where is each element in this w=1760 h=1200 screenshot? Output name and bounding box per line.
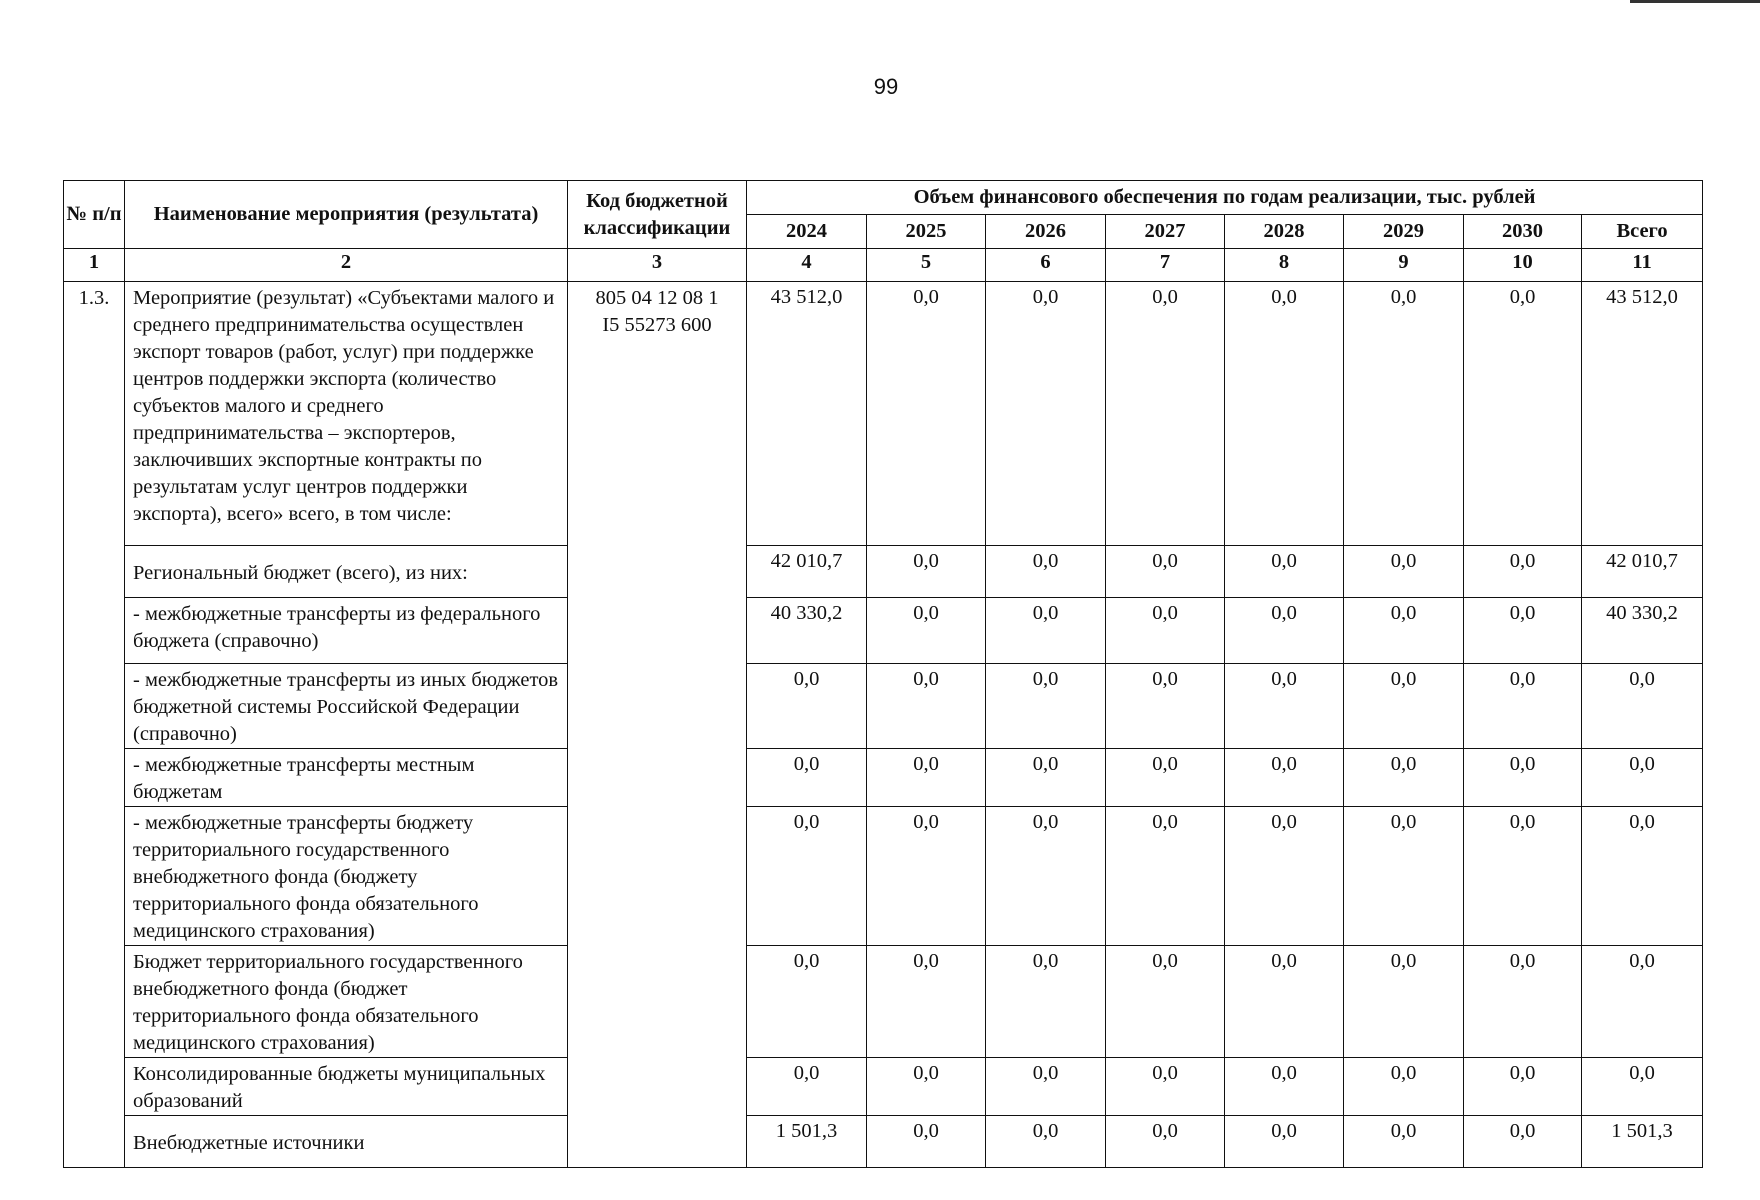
budget-code-line: I5 55273 600 [602, 314, 712, 336]
row-year-value: 0,0 [1225, 807, 1344, 946]
row-label: Консолидированные бюджеты муниципальных образований [125, 1058, 568, 1116]
header-year: 2024 [747, 215, 867, 249]
row-label: - межбюджетные трансферты из иных бюджетов бюджетной системы Российской Федерации (справочно) [125, 664, 568, 749]
row-year-value: 0,0 [867, 664, 986, 749]
row-year-value: 0,0 [1464, 1058, 1582, 1116]
row-year-value: 0,0 [1225, 546, 1344, 598]
row-year-value: 0,0 [867, 598, 986, 664]
column-number: 6 [986, 249, 1106, 282]
row-year-value: 0,0 [1106, 282, 1225, 546]
column-number: 3 [568, 249, 747, 282]
row-year-value: 43 512,0 [747, 282, 867, 546]
row-year-value: 0,0 [1106, 946, 1225, 1058]
row-year-value: 0,0 [986, 598, 1106, 664]
row-total-value: 1 501,3 [1582, 1116, 1703, 1168]
row-total-value: 0,0 [1582, 749, 1703, 807]
table-row [64, 946, 1703, 1058]
row-year-value: 0,0 [867, 282, 986, 546]
column-number: 4 [747, 249, 867, 282]
budget-code-line: 805 04 12 08 1 [595, 287, 719, 309]
row-year-value: 0,0 [1106, 1116, 1225, 1168]
row-year-value: 0,0 [1344, 1058, 1464, 1116]
row-year-value: 0,0 [1464, 1116, 1582, 1168]
row-year-value: 0,0 [867, 807, 986, 946]
header-year: 2026 [986, 215, 1106, 249]
header-year: 2029 [1344, 215, 1464, 249]
row-label: - межбюджетные трансферты из федерального бюджета (справочно) [125, 598, 568, 664]
row-year-value: 0,0 [986, 664, 1106, 749]
row-year-value: 0,0 [1106, 807, 1225, 946]
column-number: 2 [125, 249, 568, 282]
row-year-value: 0,0 [1106, 598, 1225, 664]
header-code: Код бюджетной классификации [568, 181, 747, 249]
row-year-value: 0,0 [1344, 282, 1464, 546]
row-year-value: 0,0 [867, 946, 986, 1058]
row-year-value: 40 330,2 [747, 598, 867, 664]
row-total-value: 0,0 [1582, 1058, 1703, 1116]
budget-code [568, 282, 747, 1168]
row-year-value: 0,0 [1225, 664, 1344, 749]
row-total-value: 0,0 [1582, 946, 1703, 1058]
row-year-value: 0,0 [867, 546, 986, 598]
row-label: Бюджет территориального государственного внебюджетного фонда (бюджет территориального фонда обязательного медицинского страхования) [125, 946, 568, 1058]
row-year-value: 0,0 [1464, 664, 1582, 749]
row-label: Мероприятие (результат) «Субъектами малого и среднего предпринимательства осуществлен экспорт товаров (работ, услуг) при поддержке центров поддержки экспорта (количество субъектов малого и среднего предпринимательства – экспортеров, заключивших экспортные контракты по результатам услуг центров поддержки экспорта), всего» всего, в том числе: [125, 282, 568, 546]
row-year-value: 0,0 [986, 1116, 1106, 1168]
scan-edge-line [1630, 0, 1760, 3]
column-number: 7 [1106, 249, 1225, 282]
row-year-value: 0,0 [1106, 546, 1225, 598]
row-label: - межбюджетные трансферты бюджету территориального государственного внебюджетного фонда (бюджету территориального фонда обязательного медицинского страхования) [125, 807, 568, 946]
page-number: 99 [873, 74, 899, 99]
row-year-value: 0,0 [1344, 946, 1464, 1058]
row-label: - межбюджетные трансферты местным бюджетам [125, 749, 568, 807]
row-year-value: 0,0 [1225, 946, 1344, 1058]
row-year-value: 0,0 [747, 946, 867, 1058]
table-row [64, 749, 1703, 807]
budget-table [63, 180, 1703, 1168]
row-year-value: 0,0 [1106, 664, 1225, 749]
row-year-value: 0,0 [1464, 282, 1582, 546]
row-year-value: 0,0 [1106, 1058, 1225, 1116]
row-year-value: 0,0 [867, 1058, 986, 1116]
row-label: Региональный бюджет (всего), из них: [125, 546, 568, 598]
row-year-value: 0,0 [1225, 598, 1344, 664]
row-year-value: 0,0 [867, 749, 986, 807]
row-label: Внебюджетные источники [125, 1116, 568, 1168]
column-number: 1 [64, 249, 125, 282]
row-year-value: 0,0 [1344, 664, 1464, 749]
row-year-value: 0,0 [1344, 807, 1464, 946]
row-year-value: 0,0 [986, 282, 1106, 546]
row-year-value: 0,0 [747, 664, 867, 749]
row-year-value: 0,0 [1344, 1116, 1464, 1168]
table-row [64, 1058, 1703, 1116]
row-year-value: 0,0 [1464, 807, 1582, 946]
header-year: 2025 [867, 215, 986, 249]
column-number-row [64, 249, 1703, 282]
table-row [64, 664, 1703, 749]
header-year: 2030 [1464, 215, 1582, 249]
header-year: 2027 [1106, 215, 1225, 249]
row-year-value: 0,0 [867, 1116, 986, 1168]
row-year-value: 0,0 [747, 807, 867, 946]
table-row [64, 807, 1703, 946]
row-year-value: 0,0 [1464, 946, 1582, 1058]
row-total-value: 43 512,0 [1582, 282, 1703, 546]
column-number: 10 [1464, 249, 1582, 282]
row-year-value: 0,0 [1344, 598, 1464, 664]
header-total: Всего [1582, 215, 1703, 249]
row-total-value: 42 010,7 [1582, 546, 1703, 598]
row-year-value: 0,0 [1225, 1116, 1344, 1168]
column-number: 11 [1582, 249, 1703, 282]
table-row [64, 1116, 1703, 1168]
row-year-value: 0,0 [1464, 546, 1582, 598]
header-funding: Объем финансового обеспечения по годам реализации, тыс. рублей [747, 181, 1703, 215]
row-year-value: 0,0 [1106, 749, 1225, 807]
row-year-value: 0,0 [1225, 282, 1344, 546]
row-year-value: 0,0 [747, 749, 867, 807]
header-name: Наименование мероприятия (результата) [125, 181, 568, 249]
row-total-value: 40 330,2 [1582, 598, 1703, 664]
row-year-value: 0,0 [986, 1058, 1106, 1116]
header-year: 2028 [1225, 215, 1344, 249]
column-number: 9 [1344, 249, 1464, 282]
row-year-value: 0,0 [747, 1058, 867, 1116]
column-number: 8 [1225, 249, 1344, 282]
row-year-value: 0,0 [1344, 749, 1464, 807]
row-year-value: 0,0 [1225, 749, 1344, 807]
row-year-value: 0,0 [986, 946, 1106, 1058]
item-number: 1.3. [64, 282, 125, 1168]
header-no: № п/п [64, 181, 125, 249]
table-row [64, 282, 1703, 546]
row-year-value: 0,0 [1225, 1058, 1344, 1116]
row-year-value: 42 010,7 [747, 546, 867, 598]
row-year-value: 0,0 [986, 546, 1106, 598]
row-total-value: 0,0 [1582, 807, 1703, 946]
row-total-value: 0,0 [1582, 664, 1703, 749]
row-year-value: 0,0 [986, 749, 1106, 807]
column-number: 5 [867, 249, 986, 282]
row-year-value: 0,0 [986, 807, 1106, 946]
table-row [64, 546, 1703, 598]
table-row [64, 598, 1703, 664]
row-year-value: 0,0 [1464, 598, 1582, 664]
row-year-value: 0,0 [1464, 749, 1582, 807]
row-year-value: 1 501,3 [747, 1116, 867, 1168]
row-year-value: 0,0 [1344, 546, 1464, 598]
